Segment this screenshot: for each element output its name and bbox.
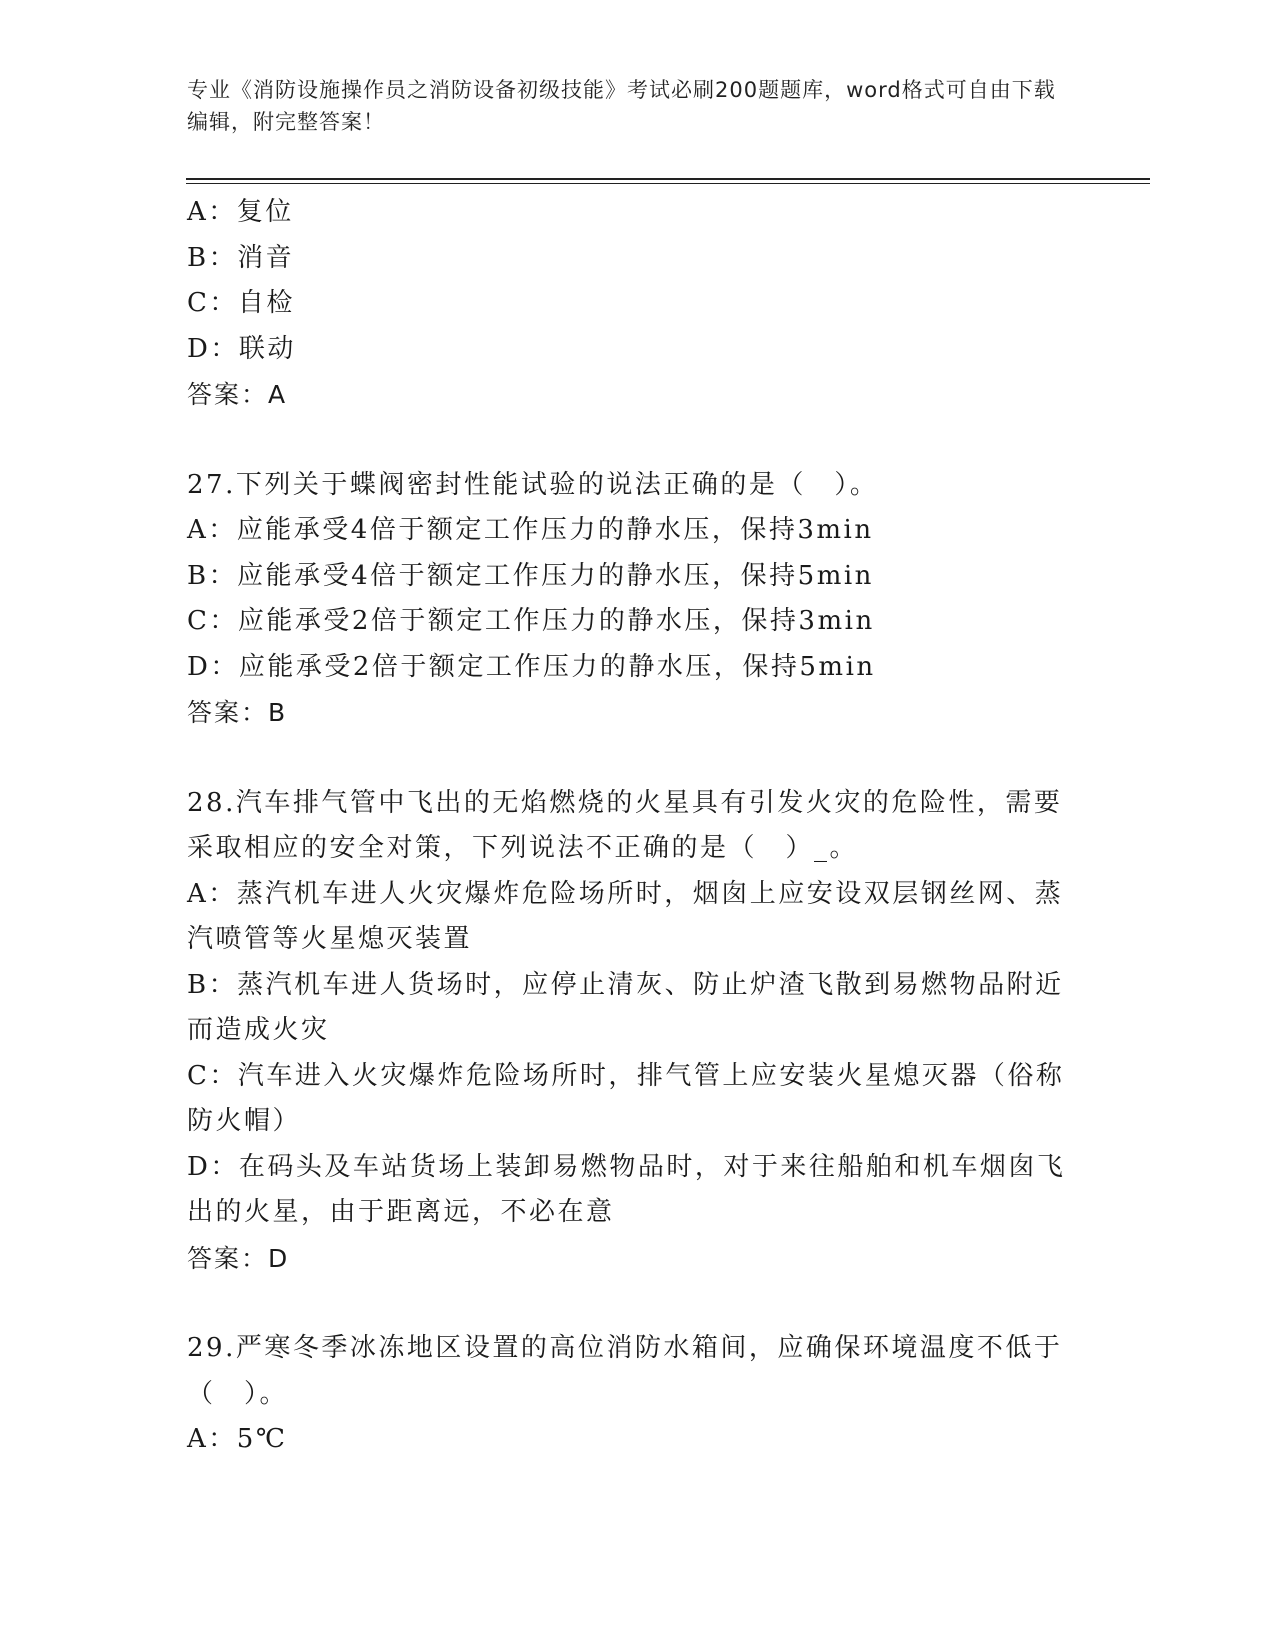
option-d: D：应能承受2倍于额定工作压力的静水压，保持5min bbox=[187, 651, 876, 682]
option-a: A：蒸汽机车进人火灾爆炸危险场所时，烟囱上应安设双层钢丝网、蒸汽喷管等火星熄灭装置 bbox=[187, 878, 1064, 954]
question-block-28 bbox=[187, 781, 1067, 1282]
option-b: B：应能承受4倍于额定工作压力的静水压，保持5min bbox=[187, 560, 874, 591]
answer-value: B bbox=[268, 698, 288, 727]
document-header bbox=[187, 74, 1067, 138]
question-text: 28.汽车排气管中飞出的无焰燃烧的火星具有引发火灾的危险性，需要采取相应的安全对策，下列说法不正确的是（ ）_。 bbox=[187, 787, 1063, 863]
option-c: C：汽车进入火灾爆炸危险场所时，排气管上应安装火星熄灭器（俗称防火帽） bbox=[187, 1060, 1065, 1136]
question-text: 29.严寒冬季冰冻地区设置的高位消防水箱间，应确保环境温度不低于（ ）。 bbox=[187, 1333, 1063, 1409]
answer-line bbox=[187, 372, 1067, 418]
option-d: D：在码头及车站货场上装卸易燃物品时，对于来往船舶和机车烟囱飞出的火星，由于距离远，不必在意 bbox=[187, 1151, 1066, 1227]
option-a: A：复位 bbox=[187, 197, 294, 227]
option-d: D：联动 bbox=[187, 333, 296, 364]
option-b: B：蒸汽机车进人货场时，应停止清灰、防止炉渣飞散到易燃物品附近而造成火灾 bbox=[187, 969, 1064, 1045]
answer-value: A bbox=[268, 380, 288, 409]
answer-label: 答案： bbox=[187, 698, 269, 727]
question-block-27 bbox=[187, 463, 1067, 736]
answer-value: D bbox=[268, 1243, 290, 1273]
option-a: A：应能承受4倍于额定工作压力的静水压，保持3min bbox=[187, 515, 874, 545]
answer-label: 答案： bbox=[187, 380, 269, 409]
header-divider-thin bbox=[186, 183, 1150, 184]
answer-line bbox=[187, 690, 1067, 736]
document-body bbox=[187, 190, 1067, 1463]
question-block-26 bbox=[187, 190, 1067, 418]
question-block-29 bbox=[187, 1326, 1067, 1463]
answer-label: 答案： bbox=[187, 1243, 269, 1273]
header-text: 专业《消防设施操作员之消防设备初级技能》考试必刷200题题库，word格式可自由下载编辑，附完整答案！ bbox=[187, 78, 1056, 134]
header-divider-thick bbox=[186, 178, 1150, 180]
option-c: C：自检 bbox=[187, 288, 295, 318]
answer-line bbox=[187, 1236, 1067, 1282]
question-text: 27.下列关于蝶阀密封性能试验的说法正确的是（ ）。 bbox=[187, 469, 879, 500]
option-b: B：消音 bbox=[187, 242, 295, 273]
option-c: C：应能承受2倍于额定工作压力的静水压，保持3min bbox=[187, 606, 875, 636]
option-a: A：5℃ bbox=[187, 1424, 288, 1454]
